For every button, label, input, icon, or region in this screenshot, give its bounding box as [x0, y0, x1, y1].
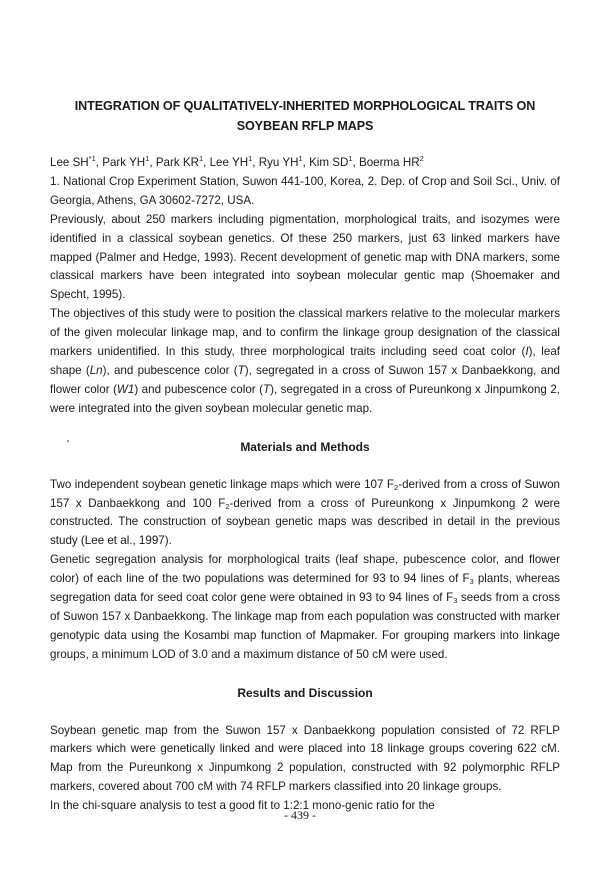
gene-symbol: W1	[116, 382, 135, 396]
generation-subscript: 3	[453, 596, 458, 606]
author-affiliation-mark: 1	[298, 154, 303, 163]
paper-body	[50, 96, 560, 816]
author-name: Boerma HR	[359, 156, 420, 169]
intro-paragraph-1: Previously, about 250 markers including pigmentation, morphological traits, and isozymes were identified in a classical soybean genetics. Of these 250 markers, just 63 linked markers have mapped (Palmer and Hedge, 1993). Recent development of genetic map with DNA markers, some classical markers have been integrated into soybean molecular gentic map (Shoemaker and Specht, 1995).	[50, 212, 560, 302]
author-name: Kim SD	[309, 156, 349, 169]
affiliations: 1. National Crop Experiment Station, Suwon 441-100, Korea, 2. Dep. of Crop and Soil Sci., Univ. of Georgia, Athens, GA 30602-7272, USA.	[50, 174, 560, 207]
text-run: Genetic segregation analysis for morphological traits (leaf shape, pubescence color, and flower color) of each line of the two populations was determined for 93 to 94 lines of F	[50, 553, 560, 586]
author-list: Lee SH$^{*1}$, Park $YH^1$, Park $KR^1$, Lee $YH^1$, Ryu $YH^1$, Kim $SD^1$, Boerma $HR^2$	[50, 154, 424, 169]
author-affiliation-mark: 1	[248, 154, 253, 163]
paper-title	[50, 96, 560, 136]
author-affiliation-mark: 1	[145, 154, 150, 163]
text-run: Two independent soybean genetic linkage maps which were 107 F	[50, 477, 395, 491]
text-run: -derived from a cross of Suwon 157 x Danbaekkong and 100 F	[50, 477, 560, 510]
generation-subscript: 2	[225, 501, 230, 511]
page-number: - 439 -	[284, 808, 316, 822]
author-name: Ryu YH	[258, 156, 299, 169]
generation-subscript: 3	[469, 577, 474, 587]
text-run: ) and pubescence color (	[134, 382, 264, 396]
title-line-1: INTEGRATION OF QUALITATIVELY-INHERITED MORPHOLOGICAL TRAITS ON	[74, 99, 536, 113]
author-affiliation-mark: *1	[88, 154, 96, 163]
gene-symbol: I	[525, 345, 529, 359]
intro-paragraph-2	[50, 305, 560, 418]
section-heading-results: Results and Discussion	[237, 685, 373, 700]
gene-symbol: T	[263, 382, 271, 396]
author-name: Lee YH	[209, 156, 249, 169]
author-affiliation-mark: 1	[198, 154, 204, 163]
text-run: The objectives of this study were to position the classical markers relative to the molecular markers of the given molecular linkage map, and to confirm the linkage group designation of the classical markers unidentified. In this study, three morphological traits including seed coat color (	[50, 307, 560, 359]
generation-subscript: 2	[394, 482, 399, 492]
methods-paragraph-2	[50, 551, 560, 664]
text-run: ), segregated in a cross of Suwon 157 x Danbaekkong, and flower color (	[50, 363, 560, 396]
author-affiliation-mark: 2	[419, 154, 424, 163]
text-run: plants, whereas segregation data for seed coat color gene were obtained in 93 to 94 lines of F	[50, 572, 560, 605]
results-paragraph-1: Soybean genetic map from the Suwon 157 x Danbaekkong population consisted of 72 RFLP markers which were genetically linked and were placed into 18 linkage groups covering 622 cM. Map from the Pureunkong x Jinpumkong 2 population, constructed with 92 polymorphic RFLP markers, covered about 700 cM with 74 RFLP markers classified into 20 linkage groups.	[50, 723, 560, 794]
methods-paragraph-1	[50, 476, 560, 552]
author-name: Lee SH	[50, 156, 89, 169]
section-heading-methods: Materials and Methods	[240, 439, 370, 454]
author-affiliation-mark: 1	[348, 154, 353, 163]
text-run: ), segregated in a cross of Pureunkong x Jinpumkong 2, were integrated into the given soybean molecular genetic map.	[50, 382, 561, 415]
text-run: ), leaf shape (	[50, 345, 560, 377]
title-line-2: SOYBEAN RFLP MAPS	[236, 119, 374, 133]
scan-speck	[67, 440, 69, 442]
author-name: Park KR	[155, 156, 199, 169]
text-run: seeds from a cross of Suwon 157 x Danbaekkong. The linkage map from each population was constructed with marker genotypic data using the Kosambi map function of Mapmaker. For grouping markers into linkage groups, a minimum LOD of 3.0 and a maximum distance of 50 cM were used.	[50, 591, 560, 661]
text-run: ), and pubescence color (	[102, 363, 238, 377]
text-run: -derived from a cross of Pureunkong x Jinpumkong 2 were constructed. The construction of soybean genetic maps was described in detail in the previous study (Lee et al., 1997).	[50, 496, 560, 548]
gene-symbol: Ln	[89, 363, 103, 377]
author-name: Park YH	[102, 156, 146, 169]
gene-symbol: T	[237, 363, 245, 377]
results-paragraph-2: In the chi-square analysis to test a good fit to 1:2:1 mono-genic ratio for the	[50, 799, 435, 813]
